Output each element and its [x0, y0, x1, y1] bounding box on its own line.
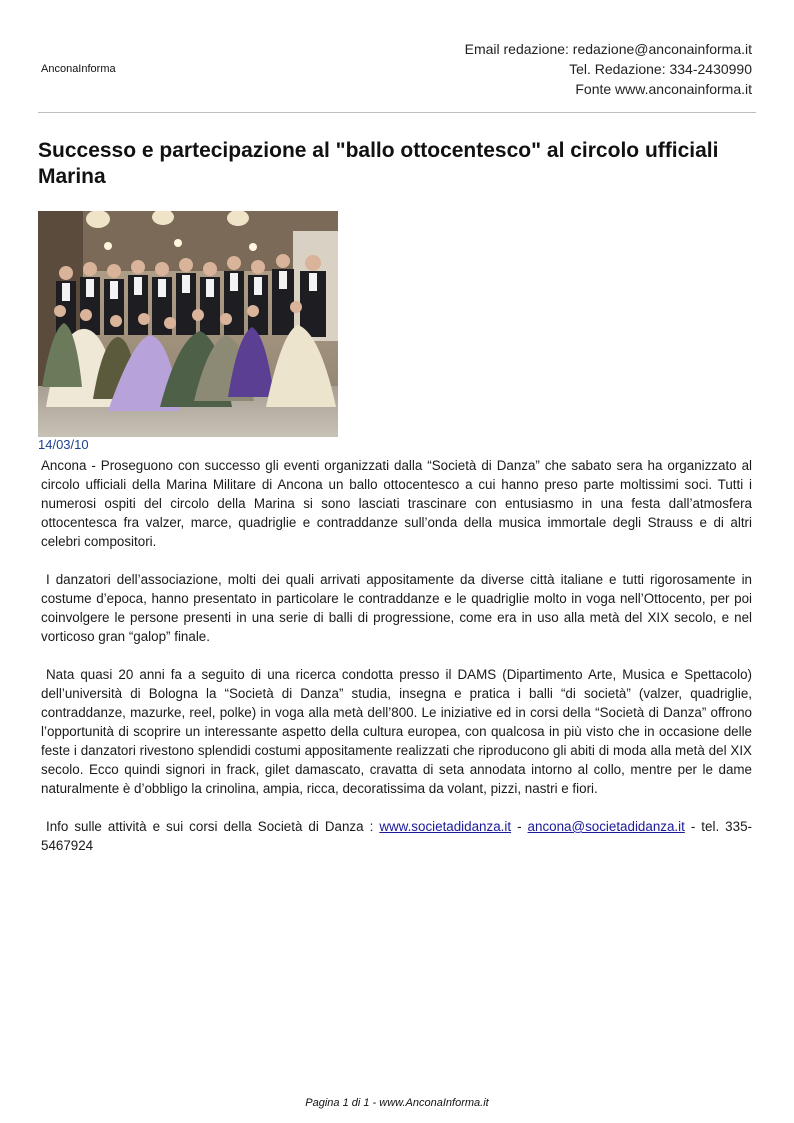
societa-email-link[interactable]: ancona@societadidanza.it	[527, 819, 685, 834]
article-title: Successo e partecipazione al "ballo ottocentesco" al circolo ufficiali Marina	[38, 139, 719, 188]
tel-line: Tel. Redazione: 334-2430990	[569, 61, 752, 77]
article-paragraph: Ancona - Proseguono con successo gli eventi organizzati dalla “Società di Danza” che sabato sera ha organizzato al circolo ufficiali della Marina Militare di Ancona un ballo ottocentesco a cui hanno preso parte moltissimi soci. Tutti i numerosi ospiti del circolo della Marina si sono lasciati trascinare con entusiasmo in una festa dall’atmosfera ottocentesca fra valzer, marce, quadriglie e contraddanze sull’onda della musica immortale degli Strauss e di altri celebri compositori.	[41, 458, 752, 549]
info-suffix: - tel. 335-5467924	[41, 819, 752, 853]
article-photo	[38, 211, 338, 437]
info-separator: -	[511, 819, 528, 834]
header-divider	[38, 112, 756, 113]
source-line: Fonte www.anconainforma.it	[575, 81, 752, 97]
article-body	[41, 456, 752, 874]
email-line: Email redazione: redazione@anconainforma.it	[464, 41, 752, 57]
site-name: AnconaInforma	[41, 63, 116, 75]
article-paragraph: Nata quasi 20 anni fa a seguito di una ricerca condotta presso il DAMS (Dipartimento Arte, Musica e Spettacolo) dell’università di Bologna la “Società di Danza” studia, insegna e pratica i balli “di società” (valzer, quadriglie, contraddanze, mazurke, reel, polke) in voga alla metà dell’800. Le iniziative ed in corsi della “Società di Danza” offrono l’opportunità di scoprire un interessante aspetto della cultura europea, con qualcosa in più visto che in occasione delle feste i danzatori rivestono splendidi costumi appositamente realizzati che riproducono gli abiti di moda alla metà del XIX secolo. Ecco quindi signori in frack, gilet damascato, cravatta di seta annodata intorno al collo, mentre per le dame naturalmente è d’obbligo la crinolina, ampia, ricca, decoratissima da volant, pizzi, nastri e fiori.	[41, 667, 752, 796]
contact-info	[465, 39, 752, 99]
article-paragraph: I danzatori dell’associazione, molti dei quali arrivati appositamente da diverse città italiane e tutti rigorosamente in costume d’epoca, hanno presentato in particolare le contraddanze e le quadriglie molto in voga nell’Ottocento, per poi coinvolgere le persone presenti in una serie di balli di progressione, come era in uso alla metà del XIX secolo, e nel vorticoso gran “galop” finale.	[41, 572, 752, 644]
info-prefix: Info sulle attività e sui corsi della Società di Danza :	[46, 819, 380, 834]
article-date: 14/03/10	[38, 437, 89, 452]
article-info-paragraph	[41, 817, 752, 855]
societa-website-link[interactable]: www.societadidanza.it	[379, 819, 512, 834]
page-footer: Pagina 1 di 1 - www.AnconaInforma.it	[305, 1097, 489, 1109]
